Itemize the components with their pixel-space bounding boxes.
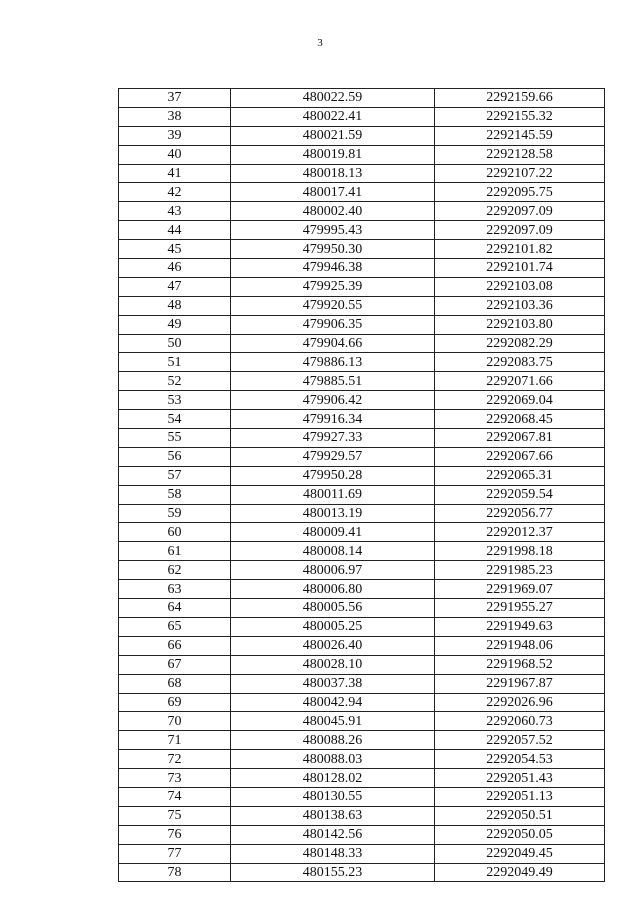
x-coordinate-cell: 480009.41 bbox=[231, 523, 435, 542]
point-number-cell: 68 bbox=[119, 674, 231, 693]
y-coordinate-cell: 2292060.73 bbox=[435, 712, 605, 731]
table-row bbox=[119, 391, 605, 410]
x-coordinate-cell: 479920.55 bbox=[231, 296, 435, 315]
y-coordinate-cell: 2292051.43 bbox=[435, 769, 605, 788]
y-coordinate-cell: 2292068.45 bbox=[435, 410, 605, 429]
x-coordinate-cell: 480128.02 bbox=[231, 769, 435, 788]
x-coordinate-cell: 480088.03 bbox=[231, 750, 435, 769]
point-number-cell: 50 bbox=[119, 334, 231, 353]
point-number-cell: 56 bbox=[119, 447, 231, 466]
point-number-cell: 40 bbox=[119, 145, 231, 164]
point-number-cell: 77 bbox=[119, 844, 231, 863]
x-coordinate-cell: 479886.13 bbox=[231, 353, 435, 372]
table-row bbox=[119, 674, 605, 693]
x-coordinate-cell: 480021.59 bbox=[231, 126, 435, 145]
point-number-cell: 72 bbox=[119, 750, 231, 769]
point-number-cell: 51 bbox=[119, 353, 231, 372]
table-row bbox=[119, 466, 605, 485]
point-number-cell: 52 bbox=[119, 372, 231, 391]
table-row bbox=[119, 240, 605, 259]
x-coordinate-cell: 480130.55 bbox=[231, 787, 435, 806]
y-coordinate-cell: 2292050.51 bbox=[435, 806, 605, 825]
y-coordinate-cell: 2291968.52 bbox=[435, 655, 605, 674]
table-row bbox=[119, 769, 605, 788]
table-row bbox=[119, 221, 605, 240]
coordinates-table bbox=[118, 88, 605, 882]
table-row bbox=[119, 353, 605, 372]
point-number-cell: 67 bbox=[119, 655, 231, 674]
x-coordinate-cell: 479927.33 bbox=[231, 429, 435, 448]
point-number-cell: 75 bbox=[119, 806, 231, 825]
y-coordinate-cell: 2292057.52 bbox=[435, 731, 605, 750]
y-coordinate-cell: 2292012.37 bbox=[435, 523, 605, 542]
point-number-cell: 46 bbox=[119, 259, 231, 278]
point-number-cell: 47 bbox=[119, 277, 231, 296]
x-coordinate-cell: 480028.10 bbox=[231, 655, 435, 674]
x-coordinate-cell: 480018.13 bbox=[231, 164, 435, 183]
table-row bbox=[119, 504, 605, 523]
y-coordinate-cell: 2292082.29 bbox=[435, 334, 605, 353]
point-number-cell: 53 bbox=[119, 391, 231, 410]
x-coordinate-cell: 479906.42 bbox=[231, 391, 435, 410]
x-coordinate-cell: 479995.43 bbox=[231, 221, 435, 240]
table-row bbox=[119, 89, 605, 108]
table-row bbox=[119, 580, 605, 599]
y-coordinate-cell: 2292155.32 bbox=[435, 107, 605, 126]
table-row bbox=[119, 655, 605, 674]
x-coordinate-cell: 480142.56 bbox=[231, 825, 435, 844]
point-number-cell: 66 bbox=[119, 636, 231, 655]
point-number-cell: 76 bbox=[119, 825, 231, 844]
y-coordinate-cell: 2292069.04 bbox=[435, 391, 605, 410]
point-number-cell: 38 bbox=[119, 107, 231, 126]
table-row bbox=[119, 523, 605, 542]
x-coordinate-cell: 479950.28 bbox=[231, 466, 435, 485]
point-number-cell: 39 bbox=[119, 126, 231, 145]
x-coordinate-cell: 479906.35 bbox=[231, 315, 435, 334]
y-coordinate-cell: 2291985.23 bbox=[435, 561, 605, 580]
point-number-cell: 62 bbox=[119, 561, 231, 580]
y-coordinate-cell: 2291949.63 bbox=[435, 617, 605, 636]
table-row bbox=[119, 296, 605, 315]
table-row bbox=[119, 693, 605, 712]
point-number-cell: 49 bbox=[119, 315, 231, 334]
x-coordinate-cell: 480019.81 bbox=[231, 145, 435, 164]
y-coordinate-cell: 2292097.09 bbox=[435, 202, 605, 221]
coordinates-table-body bbox=[119, 89, 605, 882]
x-coordinate-cell: 480155.23 bbox=[231, 863, 435, 882]
y-coordinate-cell: 2292067.66 bbox=[435, 447, 605, 466]
table-row bbox=[119, 825, 605, 844]
table-row bbox=[119, 844, 605, 863]
point-number-cell: 43 bbox=[119, 202, 231, 221]
x-coordinate-cell: 479929.57 bbox=[231, 447, 435, 466]
x-coordinate-cell: 480026.40 bbox=[231, 636, 435, 655]
point-number-cell: 64 bbox=[119, 599, 231, 618]
point-number-cell: 71 bbox=[119, 731, 231, 750]
y-coordinate-cell: 2291969.07 bbox=[435, 580, 605, 599]
x-coordinate-cell: 480005.56 bbox=[231, 599, 435, 618]
point-number-cell: 74 bbox=[119, 787, 231, 806]
point-number-cell: 54 bbox=[119, 410, 231, 429]
table-row bbox=[119, 126, 605, 145]
y-coordinate-cell: 2292050.05 bbox=[435, 825, 605, 844]
table-row bbox=[119, 107, 605, 126]
x-coordinate-cell: 480006.97 bbox=[231, 561, 435, 580]
y-coordinate-cell: 2292101.74 bbox=[435, 259, 605, 278]
y-coordinate-cell: 2292071.66 bbox=[435, 372, 605, 391]
page-number: 3 bbox=[317, 37, 323, 49]
table-row bbox=[119, 617, 605, 636]
x-coordinate-cell: 480148.33 bbox=[231, 844, 435, 863]
x-coordinate-cell: 480138.63 bbox=[231, 806, 435, 825]
y-coordinate-cell: 2292103.08 bbox=[435, 277, 605, 296]
x-coordinate-cell: 480037.38 bbox=[231, 674, 435, 693]
y-coordinate-cell: 2292145.59 bbox=[435, 126, 605, 145]
y-coordinate-cell: 2291948.06 bbox=[435, 636, 605, 655]
y-coordinate-cell: 2292083.75 bbox=[435, 353, 605, 372]
x-coordinate-cell: 479950.30 bbox=[231, 240, 435, 259]
x-coordinate-cell: 479916.34 bbox=[231, 410, 435, 429]
table-row bbox=[119, 561, 605, 580]
table-row bbox=[119, 372, 605, 391]
y-coordinate-cell: 2292049.45 bbox=[435, 844, 605, 863]
table-row bbox=[119, 863, 605, 882]
x-coordinate-cell: 480045.91 bbox=[231, 712, 435, 731]
table-row bbox=[119, 599, 605, 618]
point-number-cell: 58 bbox=[119, 485, 231, 504]
table-row bbox=[119, 410, 605, 429]
point-number-cell: 42 bbox=[119, 183, 231, 202]
table-row bbox=[119, 447, 605, 466]
x-coordinate-cell: 480013.19 bbox=[231, 504, 435, 523]
x-coordinate-cell: 480006.80 bbox=[231, 580, 435, 599]
x-coordinate-cell: 480002.40 bbox=[231, 202, 435, 221]
point-number-cell: 57 bbox=[119, 466, 231, 485]
y-coordinate-cell: 2292054.53 bbox=[435, 750, 605, 769]
point-number-cell: 60 bbox=[119, 523, 231, 542]
y-coordinate-cell: 2292026.96 bbox=[435, 693, 605, 712]
y-coordinate-cell: 2291955.27 bbox=[435, 599, 605, 618]
point-number-cell: 37 bbox=[119, 89, 231, 108]
y-coordinate-cell: 2292107.22 bbox=[435, 164, 605, 183]
point-number-cell: 48 bbox=[119, 296, 231, 315]
y-coordinate-cell: 2292065.31 bbox=[435, 466, 605, 485]
y-coordinate-cell: 2292103.36 bbox=[435, 296, 605, 315]
table-row bbox=[119, 145, 605, 164]
table-row bbox=[119, 787, 605, 806]
point-number-cell: 63 bbox=[119, 580, 231, 599]
table-row bbox=[119, 712, 605, 731]
y-coordinate-cell: 2292059.54 bbox=[435, 485, 605, 504]
x-coordinate-cell: 479925.39 bbox=[231, 277, 435, 296]
point-number-cell: 69 bbox=[119, 693, 231, 712]
y-coordinate-cell: 2292067.81 bbox=[435, 429, 605, 448]
table-row bbox=[119, 542, 605, 561]
y-coordinate-cell: 2292159.66 bbox=[435, 89, 605, 108]
y-coordinate-cell: 2291998.18 bbox=[435, 542, 605, 561]
y-coordinate-cell: 2292101.82 bbox=[435, 240, 605, 259]
table-row bbox=[119, 731, 605, 750]
y-coordinate-cell: 2292051.13 bbox=[435, 787, 605, 806]
point-number-cell: 65 bbox=[119, 617, 231, 636]
y-coordinate-cell: 2292097.09 bbox=[435, 221, 605, 240]
table-row bbox=[119, 259, 605, 278]
table-row bbox=[119, 183, 605, 202]
y-coordinate-cell: 2292128.58 bbox=[435, 145, 605, 164]
x-coordinate-cell: 480005.25 bbox=[231, 617, 435, 636]
table-row bbox=[119, 750, 605, 769]
y-coordinate-cell: 2291967.87 bbox=[435, 674, 605, 693]
table-row bbox=[119, 277, 605, 296]
table-row bbox=[119, 636, 605, 655]
table-row bbox=[119, 315, 605, 334]
point-number-cell: 59 bbox=[119, 504, 231, 523]
point-number-cell: 41 bbox=[119, 164, 231, 183]
point-number-cell: 78 bbox=[119, 863, 231, 882]
point-number-cell: 61 bbox=[119, 542, 231, 561]
x-coordinate-cell: 480042.94 bbox=[231, 693, 435, 712]
table-row bbox=[119, 164, 605, 183]
point-number-cell: 73 bbox=[119, 769, 231, 788]
y-coordinate-cell: 2292095.75 bbox=[435, 183, 605, 202]
x-coordinate-cell: 480022.41 bbox=[231, 107, 435, 126]
x-coordinate-cell: 480088.26 bbox=[231, 731, 435, 750]
table-row bbox=[119, 429, 605, 448]
point-number-cell: 55 bbox=[119, 429, 231, 448]
table-row bbox=[119, 202, 605, 221]
x-coordinate-cell: 480011.69 bbox=[231, 485, 435, 504]
x-coordinate-cell: 480022.59 bbox=[231, 89, 435, 108]
point-number-cell: 45 bbox=[119, 240, 231, 259]
y-coordinate-cell: 2292056.77 bbox=[435, 504, 605, 523]
x-coordinate-cell: 480008.14 bbox=[231, 542, 435, 561]
y-coordinate-cell: 2292049.49 bbox=[435, 863, 605, 882]
table-row bbox=[119, 485, 605, 504]
table-row bbox=[119, 806, 605, 825]
x-coordinate-cell: 479885.51 bbox=[231, 372, 435, 391]
x-coordinate-cell: 479904.66 bbox=[231, 334, 435, 353]
x-coordinate-cell: 480017.41 bbox=[231, 183, 435, 202]
point-number-cell: 70 bbox=[119, 712, 231, 731]
table-row bbox=[119, 334, 605, 353]
x-coordinate-cell: 479946.38 bbox=[231, 259, 435, 278]
point-number-cell: 44 bbox=[119, 221, 231, 240]
y-coordinate-cell: 2292103.80 bbox=[435, 315, 605, 334]
